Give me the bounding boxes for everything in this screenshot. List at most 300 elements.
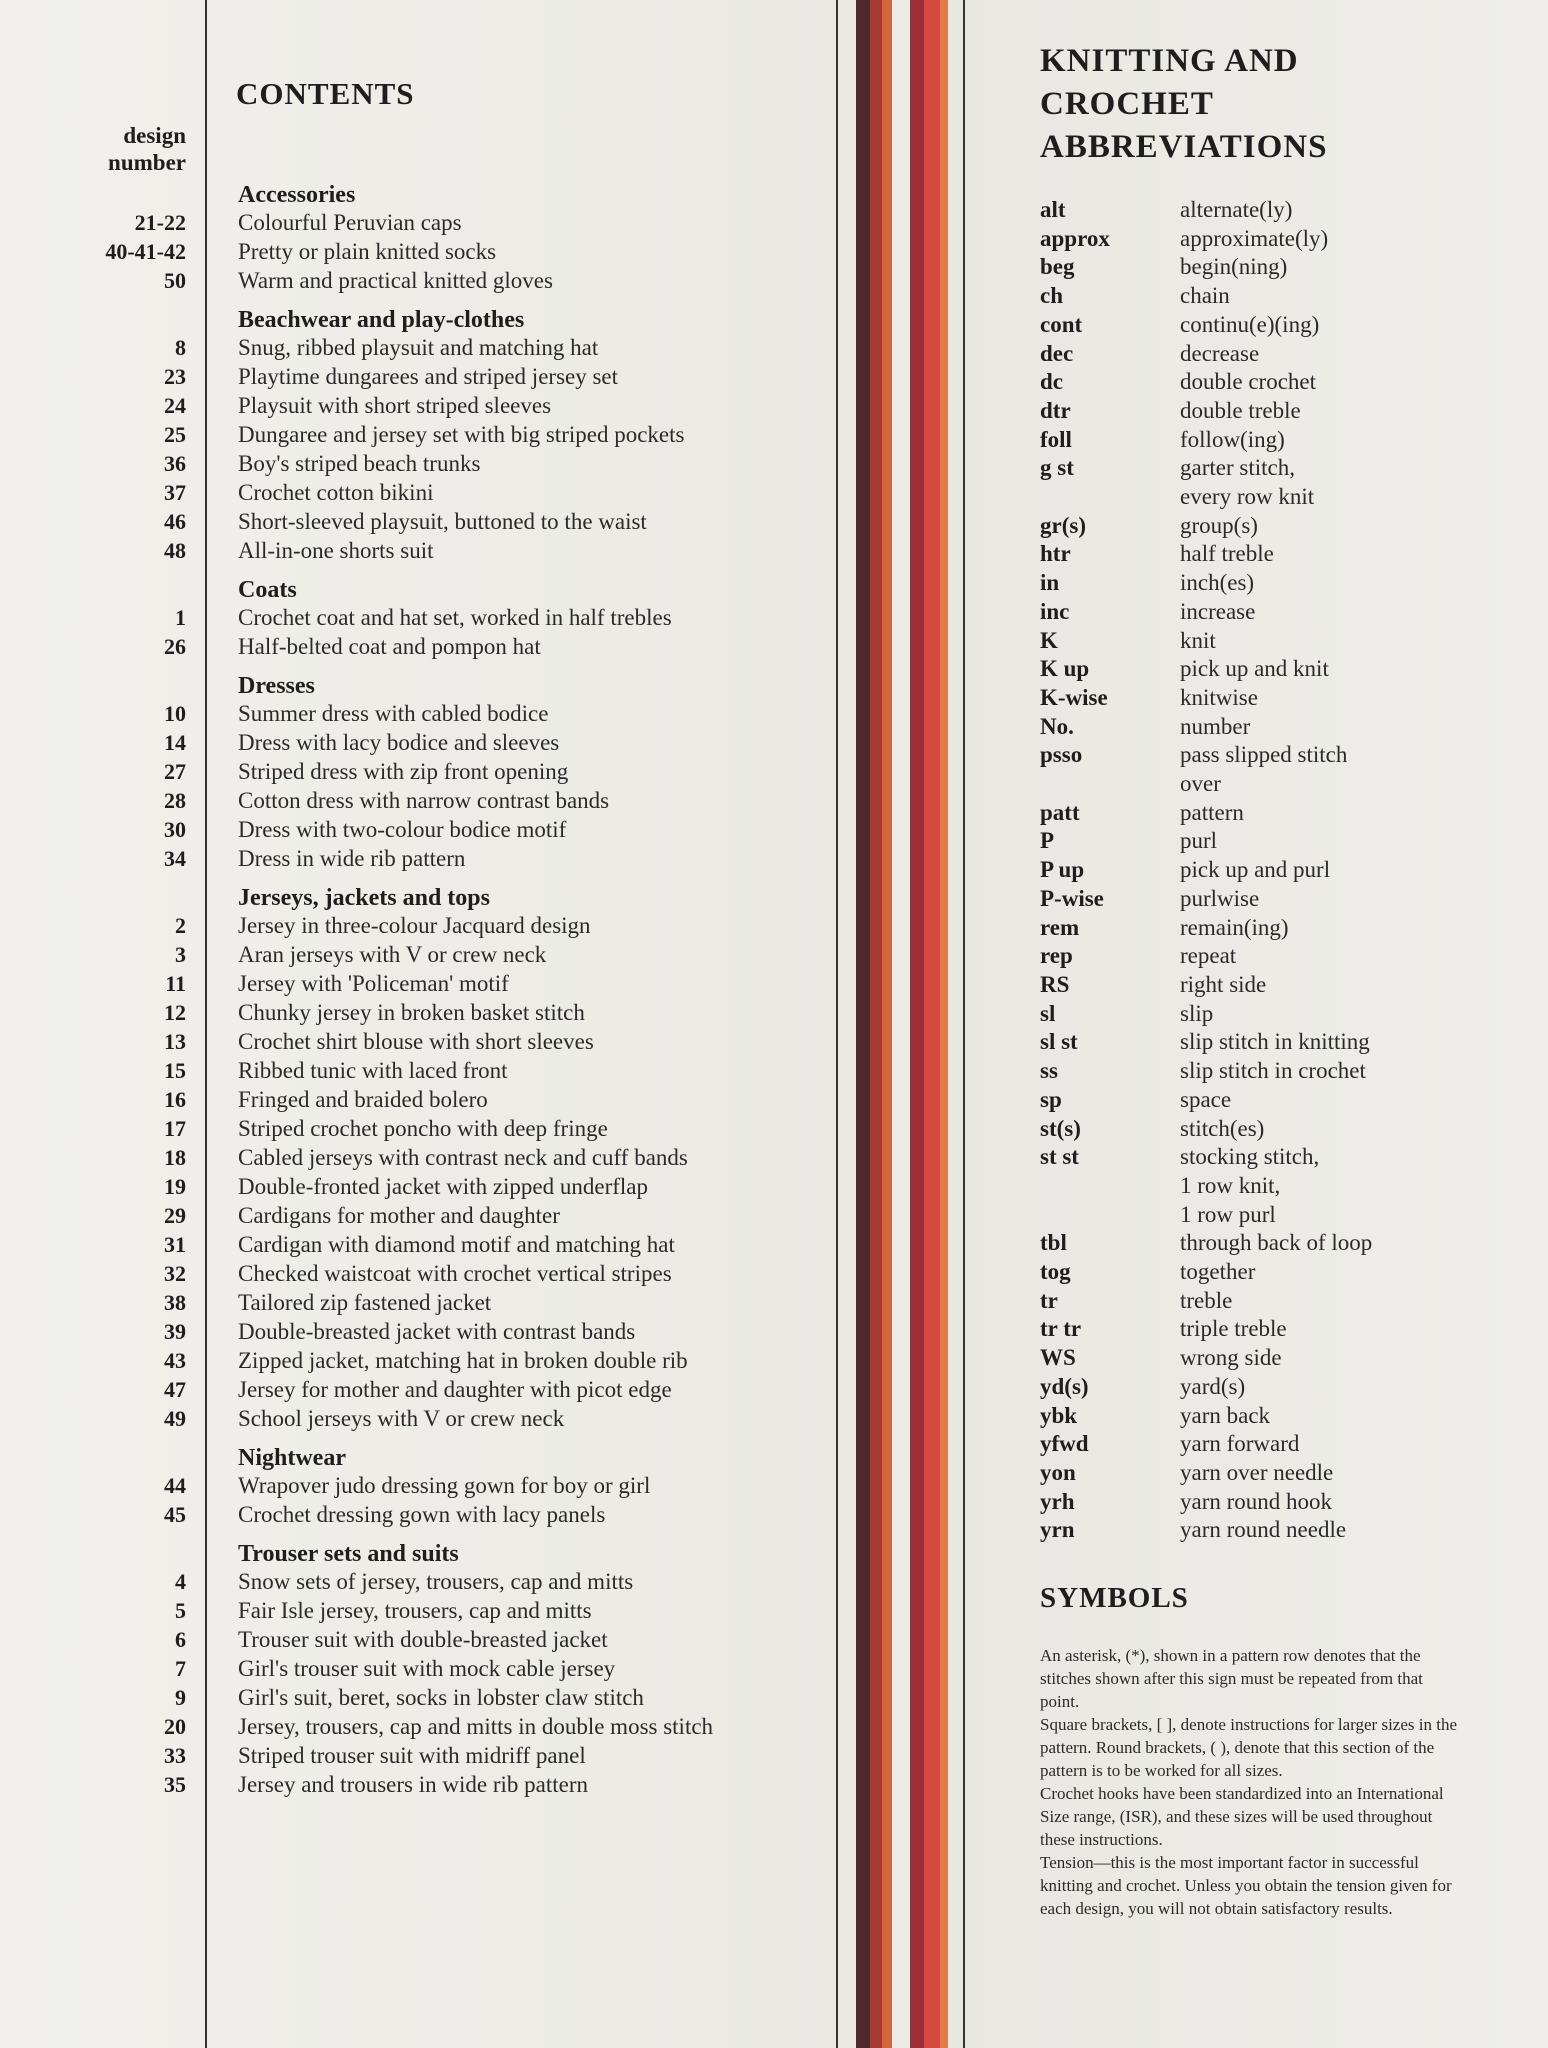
abbreviation: in [1040, 570, 1060, 596]
abbreviation-meaning: group(s) [1180, 512, 1258, 538]
design-title: Striped trouser suit with midriff panel [238, 1743, 586, 1768]
contents-item [60, 942, 820, 971]
design-title: Girl's suit, beret, socks in lobster claw stitch [238, 1685, 644, 1710]
abbreviation-meaning: knit [1180, 627, 1216, 653]
abbreviation-meaning: yarn back [1180, 1402, 1271, 1428]
contents-item [60, 364, 820, 393]
contents-item [60, 1714, 820, 1743]
design-number: 49 [164, 1406, 186, 1431]
abbreviation-meaning: yard(s) [1180, 1373, 1246, 1399]
abbreviation-row [1040, 741, 1520, 798]
symbols-paragraph: Crochet hooks have been standardized into an International Size range, (ISR), and these sizes will be used throughout these instructions. [1040, 1784, 1444, 1849]
abbreviation: No. [1040, 713, 1074, 739]
design-title: Tailored zip fastened jacket [238, 1290, 492, 1315]
contents-item [60, 1473, 820, 1502]
abbreviation-row [1040, 856, 1520, 885]
table-of-contents [60, 181, 820, 1810]
abbreviation: sp [1040, 1086, 1062, 1112]
abbreviation-row [1040, 540, 1520, 569]
design-number: 24 [164, 393, 186, 418]
abbreviation-meaning: slip stitch in knitting [1180, 1029, 1370, 1055]
design-number: 35 [164, 1772, 186, 1797]
abbreviation: psso [1040, 742, 1083, 768]
abbreviation: yrh [1040, 1488, 1075, 1514]
contents-title: CONTENTS [236, 76, 415, 111]
design-number: 32 [164, 1261, 186, 1286]
design-title: Chunky jersey in broken basket stitch [238, 1000, 585, 1025]
abbreviation-meaning: right side [1180, 971, 1267, 997]
design-number: 26 [164, 634, 186, 659]
design-title: Jersey, trousers, cap and mitts in double moss stitch [238, 1714, 714, 1739]
design-title: Fair Isle jersey, trousers, cap and mitts [238, 1598, 592, 1623]
abbreviation-meaning: number [1180, 713, 1251, 739]
abbreviation: st(s) [1040, 1115, 1081, 1141]
contents-item [60, 210, 820, 239]
abbreviation: htr [1040, 541, 1071, 567]
design-number: 18 [164, 1145, 186, 1170]
section-title: Beachwear and play-clothes [238, 307, 525, 333]
design-number: 21-22 [134, 210, 186, 235]
design-title: All-in-one shorts suit [238, 538, 434, 563]
abbreviation: tog [1040, 1259, 1071, 1285]
abbreviation: ss [1040, 1058, 1058, 1084]
design-title: Ribbed tunic with laced front [238, 1058, 508, 1083]
abbreviations-list [1040, 196, 1520, 1545]
abbreviation: K up [1040, 656, 1090, 682]
abbreviation: RS [1040, 971, 1070, 997]
abbreviation: ybk [1040, 1402, 1078, 1428]
abbreviation-row [1040, 340, 1520, 369]
abbreviation-meaning: space [1180, 1086, 1232, 1112]
abbreviation-row [1040, 885, 1520, 914]
abbreviation-row [1040, 1057, 1520, 1086]
abbreviation-row [1040, 627, 1520, 656]
contents-item [60, 1087, 820, 1116]
abbreviation-row [1040, 282, 1520, 311]
design-number: 25 [164, 422, 186, 447]
contents-item [60, 971, 820, 1000]
design-number: 40-41-42 [105, 239, 186, 264]
abbreviation-meaning: treble [1180, 1287, 1233, 1313]
contents-item [60, 1290, 820, 1319]
contents-item [60, 1772, 820, 1801]
symbols-paragraph: Tension—this is the most important factor in successful knitting and crochet. Unless you obtain the tension given for each design, you will not obtain satisfactory results. [1040, 1853, 1452, 1918]
design-number: 46 [164, 509, 186, 534]
abbreviation-meaning: slip stitch in crochet [1180, 1058, 1366, 1084]
symbols-paragraph: Square brackets, [ ], denote instructions for larger sizes in the pattern. Round brackets, ( ), denote that this section of the pattern is to be worked for all sizes. [1040, 1715, 1457, 1780]
design-title: Jersey with 'Policeman' motif [238, 971, 509, 996]
abbreviation: WS [1040, 1345, 1076, 1371]
contents-item [60, 1743, 820, 1772]
center-left-rule [836, 0, 838, 2048]
contents-item [60, 239, 820, 268]
contents-item [60, 759, 820, 788]
design-title: Snow sets of jersey, trousers, cap and mitts [238, 1569, 634, 1594]
abbreviation-row [1040, 1028, 1520, 1057]
contents-item [60, 1058, 820, 1087]
contents-item [60, 1685, 820, 1714]
abbreviation: cont [1040, 311, 1083, 337]
design-number: 34 [164, 846, 186, 871]
contents-item [60, 1656, 820, 1685]
abbreviation: st st [1040, 1144, 1079, 1170]
abbreviation-meaning: decrease [1180, 340, 1260, 366]
design-number: 3 [175, 942, 186, 967]
contents-item [60, 1319, 820, 1348]
abbreviation: P [1040, 828, 1055, 854]
abbreviation-meaning: double crochet [1180, 369, 1317, 395]
design-number: 28 [164, 788, 186, 813]
abbreviation: patt [1040, 799, 1080, 825]
abbreviation-meaning: alternate(ly) [1180, 197, 1293, 222]
abbreviation-meaning: yarn round hook [1180, 1488, 1333, 1514]
design-number: 16 [164, 1087, 186, 1112]
design-number: 11 [165, 971, 186, 996]
design-title: Trouser suit with double-breasted jacket [238, 1627, 608, 1652]
abbreviation: rep [1040, 943, 1073, 969]
contents-section [60, 181, 820, 297]
contents-item [60, 422, 820, 451]
design-title: Crochet shirt blouse with short sleeves [238, 1029, 594, 1054]
design-title: Checked waistcoat with crochet vertical stripes [238, 1261, 672, 1286]
abbreviation: K-wise [1040, 684, 1108, 710]
abbreviation-meaning: inch(es) [1180, 570, 1255, 596]
design-title: Crochet coat and hat set, worked in half trebles [238, 605, 672, 630]
design-number: 13 [164, 1029, 186, 1054]
abbreviations-title: KNITTING AND CROCHET ABBREVIATIONS [1040, 43, 1328, 165]
design-title: Zipped jacket, matching hat in broken double rib [238, 1348, 688, 1373]
stripe-5 [910, 0, 924, 2048]
design-number: 4 [175, 1569, 186, 1594]
abbreviation-meaning: yarn forward [1180, 1431, 1300, 1457]
contents-item [60, 913, 820, 942]
design-number: 36 [164, 451, 186, 476]
abbreviation-meaning: double treble [1180, 397, 1301, 423]
contents-item [60, 605, 820, 634]
abbreviation-meaning: yarn over needle [1180, 1459, 1334, 1485]
design-title: Playtime dungarees and striped jersey set [238, 364, 619, 389]
section-title: Dresses [238, 673, 315, 699]
contents-item [60, 335, 820, 364]
stripe-6 [924, 0, 940, 2048]
design-title: Half-belted coat and pompon hat [238, 634, 541, 659]
contents-item [60, 1232, 820, 1261]
abbreviation-row [1040, 1402, 1520, 1431]
abbreviation-row [1040, 655, 1520, 684]
contents-item [60, 1569, 820, 1598]
abbreviation: yfwd [1040, 1431, 1089, 1457]
abbreviation: K [1040, 627, 1058, 653]
center-right-rule [963, 0, 965, 2048]
design-number: 27 [164, 759, 186, 784]
abbreviation: rem [1040, 914, 1080, 940]
symbols-paragraph: An asterisk, (*), shown in a pattern row denotes that the stitches shown after this sign must be repeated from that point. [1040, 1646, 1423, 1711]
design-number: 37 [164, 480, 186, 505]
abbreviation-row [1040, 426, 1520, 455]
contents-item [60, 788, 820, 817]
abbreviation: yd(s) [1040, 1373, 1089, 1399]
abbreviation-row [1040, 684, 1520, 713]
design-title: Dress in wide rib pattern [238, 846, 466, 871]
abbreviation-row [1040, 225, 1520, 254]
design-title: Fringed and braided bolero [238, 1087, 488, 1112]
abbreviation-row [1040, 1229, 1520, 1258]
abbreviation-meaning: slip [1180, 1000, 1214, 1026]
contents-item [60, 451, 820, 480]
abbreviation-row [1040, 1516, 1520, 1545]
design-title: Playsuit with short striped sleeves [238, 393, 552, 418]
design-title: Jersey for mother and daughter with picot edge [238, 1377, 672, 1402]
abbreviation: dec [1040, 340, 1074, 366]
design-number: 20 [164, 1714, 186, 1739]
contents-item [60, 1174, 820, 1203]
stripe-4 [892, 0, 910, 2048]
design-number: 29 [164, 1203, 186, 1228]
design-title: Cotton dress with narrow contrast bands [238, 788, 610, 813]
contents-section [60, 1444, 820, 1531]
abbreviation: dc [1040, 369, 1063, 395]
design-title: Striped crochet poncho with deep fringe [238, 1116, 608, 1141]
abbreviation-meaning: yarn round needle [1180, 1517, 1347, 1543]
abbreviation: gr(s) [1040, 512, 1086, 538]
abbreviation-row [1040, 1143, 1520, 1229]
abbreviation-meaning: pick up and knit [1180, 656, 1329, 682]
design-title: Boy's striped beach trunks [238, 451, 481, 476]
design-title: Cardigans for mother and daughter [238, 1203, 560, 1228]
abbreviation-row [1040, 1488, 1520, 1517]
design-title: Short-sleeved playsuit, buttoned to the waist [238, 509, 647, 534]
abbreviation-meaning: repeat [1180, 943, 1237, 969]
contents-item [60, 268, 820, 297]
design-number: 7 [175, 1656, 186, 1681]
section-title: Jerseys, jackets and tops [238, 885, 490, 911]
design-title: Summer dress with cabled bodice [238, 701, 549, 726]
abbreviation: ch [1040, 283, 1063, 309]
contents-item [60, 817, 820, 846]
design-number: 30 [164, 817, 186, 842]
design-title: Girl's trouser suit with mock cable jersey [238, 1656, 616, 1681]
design-number: 15 [164, 1058, 186, 1083]
contents-item [60, 393, 820, 422]
abbreviation-meaning: stocking stitch, 1 row knit, 1 row purl [1180, 1144, 1320, 1227]
contents-item [60, 701, 820, 730]
section-title: Trouser sets and suits [238, 1541, 459, 1567]
contents-item [60, 730, 820, 759]
design-title: Colourful Peruvian caps [238, 210, 462, 235]
abbreviation: tr [1040, 1287, 1058, 1313]
contents-item [60, 1145, 820, 1174]
symbols-title: SYMBOLS [1040, 1582, 1189, 1614]
abbreviation-meaning: begin(ning) [1180, 254, 1288, 280]
abbreviation-row [1040, 827, 1520, 856]
stripe-1 [856, 0, 870, 2048]
design-title: Striped dress with zip front opening [238, 759, 569, 784]
design-number: 50 [164, 268, 186, 293]
design-title: School jerseys with V or crew neck [238, 1406, 565, 1431]
contents-item [60, 1116, 820, 1145]
abbreviation-meaning: wrong side [1180, 1345, 1282, 1371]
stripe-2 [870, 0, 882, 2048]
design-number: 6 [175, 1627, 186, 1652]
abbreviation: g st [1040, 455, 1074, 481]
abbreviation: inc [1040, 598, 1070, 624]
abbreviation: foll [1040, 426, 1072, 452]
stripe-3 [882, 0, 892, 2048]
abbreviation-row [1040, 196, 1520, 225]
abbreviation-row [1040, 914, 1520, 943]
abbreviation-row [1040, 713, 1520, 742]
abbreviation-row [1040, 368, 1520, 397]
abbreviation-meaning: knitwise [1180, 684, 1258, 710]
stripe-7 [940, 0, 948, 2048]
design-number: 10 [164, 701, 186, 726]
abbreviation-row [1040, 1459, 1520, 1488]
abbreviation: tr tr [1040, 1316, 1082, 1342]
abbreviation: tbl [1040, 1230, 1067, 1256]
design-number: 12 [164, 1000, 186, 1025]
abbreviation-row [1040, 253, 1520, 282]
design-number: 1 [175, 605, 186, 630]
design-title: Pretty or plain knitted socks [238, 239, 497, 264]
abbreviation: yon [1040, 1459, 1076, 1485]
abbreviation-meaning: pass slipped stitch over [1180, 742, 1348, 797]
contents-item [60, 1627, 820, 1656]
design-title: Double-fronted jacket with zipped underflap [238, 1174, 649, 1199]
contents-item [60, 1598, 820, 1627]
design-number: 44 [164, 1473, 186, 1498]
contents-item [60, 1261, 820, 1290]
design-number: 23 [164, 364, 186, 389]
symbols-text [1040, 1644, 1460, 1920]
abbreviation-meaning: increase [1180, 598, 1256, 624]
abbreviation: sl [1040, 1000, 1056, 1026]
abbreviation-meaning: approximate(ly) [1180, 225, 1329, 251]
abbreviation-meaning: half treble [1180, 541, 1274, 567]
abbreviation-row [1040, 397, 1520, 426]
contents-item [60, 1502, 820, 1531]
design-title: Cabled jerseys with contrast neck and cuff bands [238, 1145, 688, 1170]
contents-section [60, 672, 820, 875]
design-number: 14 [164, 730, 186, 755]
abbreviation-row [1040, 1430, 1520, 1459]
design-title: Crochet dressing gown with lacy panels [238, 1502, 606, 1527]
contents-item [60, 1377, 820, 1406]
design-number: 31 [164, 1232, 186, 1257]
abbreviation-meaning: together [1180, 1259, 1256, 1285]
abbreviation-meaning: through back of loop [1180, 1230, 1373, 1256]
section-title: Accessories [238, 182, 356, 208]
design-title: Dress with lacy bodice and sleeves [238, 730, 560, 755]
design-number: 45 [164, 1502, 186, 1527]
abbreviation-row [1040, 1258, 1520, 1287]
abbreviation-row [1040, 311, 1520, 340]
contents-section [60, 576, 820, 663]
abbreviation-row [1040, 1000, 1520, 1029]
abbreviation-meaning: remain(ing) [1180, 914, 1289, 940]
contents-item [60, 1000, 820, 1029]
abbreviation: P up [1040, 857, 1085, 883]
abbreviation-row [1040, 1086, 1520, 1115]
contents-section [60, 1540, 820, 1801]
design-number: 17 [164, 1116, 186, 1141]
contents-item [60, 1203, 820, 1232]
abbreviation: alt [1040, 197, 1066, 222]
design-number: 43 [164, 1348, 186, 1373]
design-title: Cardigan with diamond motif and matching hat [238, 1232, 675, 1257]
design-number: 19 [164, 1174, 186, 1199]
abbreviation-meaning: pattern [1180, 799, 1244, 825]
design-title: Warm and practical knitted gloves [238, 268, 553, 293]
design-title: Dungaree and jersey set with big striped pockets [238, 422, 685, 447]
abbreviation-meaning: continu(e)(ing) [1180, 311, 1320, 337]
design-number: 8 [175, 335, 186, 360]
design-number: 2 [175, 913, 186, 938]
design-title: Crochet cotton bikini [238, 480, 434, 505]
abbreviation-row [1040, 1115, 1520, 1144]
design-number: 33 [164, 1743, 186, 1768]
contents-item [60, 538, 820, 567]
abbreviation-row [1040, 1287, 1520, 1316]
design-title: Jersey and trousers in wide rib pattern [238, 1772, 589, 1797]
abbreviation: sl st [1040, 1029, 1078, 1055]
abbreviation-row [1040, 569, 1520, 598]
abbreviation: dtr [1040, 397, 1071, 423]
abbreviation-row [1040, 1373, 1520, 1402]
contents-section [60, 306, 820, 567]
section-title: Nightwear [238, 1445, 346, 1471]
contents-item [60, 634, 820, 663]
design-number: 9 [175, 1685, 186, 1710]
contents-item [60, 1406, 820, 1435]
section-title: Coats [238, 577, 297, 603]
design-title: Jersey in three-colour Jacquard design [238, 913, 591, 938]
abbreviation-meaning: triple treble [1180, 1316, 1287, 1342]
abbreviation-row [1040, 942, 1520, 971]
design-title: Wrapover judo dressing gown for boy or girl [238, 1473, 651, 1498]
design-title: Snug, ribbed playsuit and matching hat [238, 335, 599, 360]
abbreviation-meaning: purlwise [1180, 885, 1260, 911]
abbreviation-meaning: chain [1180, 283, 1230, 309]
abbreviation-row [1040, 799, 1520, 828]
contents-item [60, 480, 820, 509]
design-number: 39 [164, 1319, 186, 1344]
contents-item [60, 509, 820, 538]
abbreviation-row [1040, 598, 1520, 627]
design-title: Double-breasted jacket with contrast bands [238, 1319, 636, 1344]
design-number: 5 [175, 1598, 186, 1623]
design-number: 48 [164, 538, 186, 563]
abbreviation-row [1040, 454, 1520, 511]
abbreviation-meaning: garter stitch, every row knit [1180, 455, 1315, 510]
abbreviation-meaning: stitch(es) [1180, 1115, 1265, 1141]
abbreviation: yrn [1040, 1517, 1075, 1543]
design-number: 47 [164, 1377, 186, 1402]
design-number: 38 [164, 1290, 186, 1315]
abbreviation-row [1040, 971, 1520, 1000]
contents-item [60, 1348, 820, 1377]
contents-item [60, 1029, 820, 1058]
design-title: Aran jerseys with V or crew neck [238, 942, 547, 967]
abbreviation-meaning: pick up and purl [1180, 857, 1331, 883]
design-title: Dress with two-colour bodice motif [238, 817, 567, 842]
contents-section [60, 884, 820, 1435]
abbreviation-row [1040, 1344, 1520, 1373]
abbreviation: P-wise [1040, 885, 1104, 911]
design-number-label: design number [108, 123, 186, 175]
contents-item [60, 846, 820, 875]
abbreviation-meaning: follow(ing) [1180, 426, 1285, 452]
abbreviation-row [1040, 1315, 1520, 1344]
